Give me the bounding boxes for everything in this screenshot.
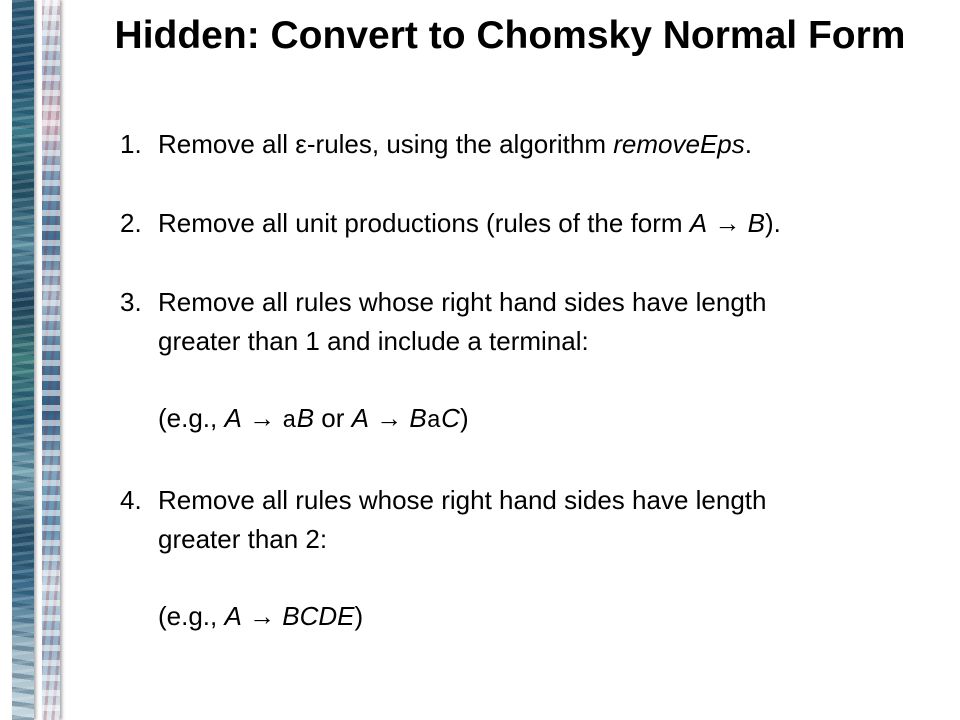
step-4-example: (e.g., A → BCDE) [158,601,364,631]
step-1: 1. Remove all ε-rules, using the algorithm removeEps. [120,125,940,164]
step-3 [120,283,940,441]
decorative-art-strip-right [42,0,60,720]
terminal-symbol: a [282,408,297,435]
step-4-line-1: Remove all rules whose right hand sides have length [158,485,767,515]
epsilon-symbol: ε [295,129,307,159]
step-4-line-2: greater than 2: [158,524,328,554]
step-3-line-2: greater than 1 and include a terminal: [158,326,589,356]
step-number: 3. [120,287,142,317]
step-number: 4. [120,485,142,515]
arrow-symbol: → [241,403,283,433]
step-number: 1. [120,129,142,159]
terminal-symbol: a [426,408,442,435]
step-3-line-1: Remove all rules whose right hand sides have length [158,287,767,317]
step-2: 2. Remove all unit productions (rules of the form A → B). [120,204,940,243]
decorative-art-strip-left [12,0,34,720]
algorithm-name: removeEps [613,129,745,159]
arrow-symbol: → [707,208,748,238]
step-3-example: (e.g., A → aB or A → BaC) [158,403,469,435]
step-list [120,125,940,636]
step-4 [120,481,940,636]
slide-title: Hidden: Convert to Chomsky Normal Form [114,14,906,57]
step-number: 2. [120,208,142,238]
arrow-symbol: → [368,403,410,433]
arrow-symbol: → [241,601,283,631]
